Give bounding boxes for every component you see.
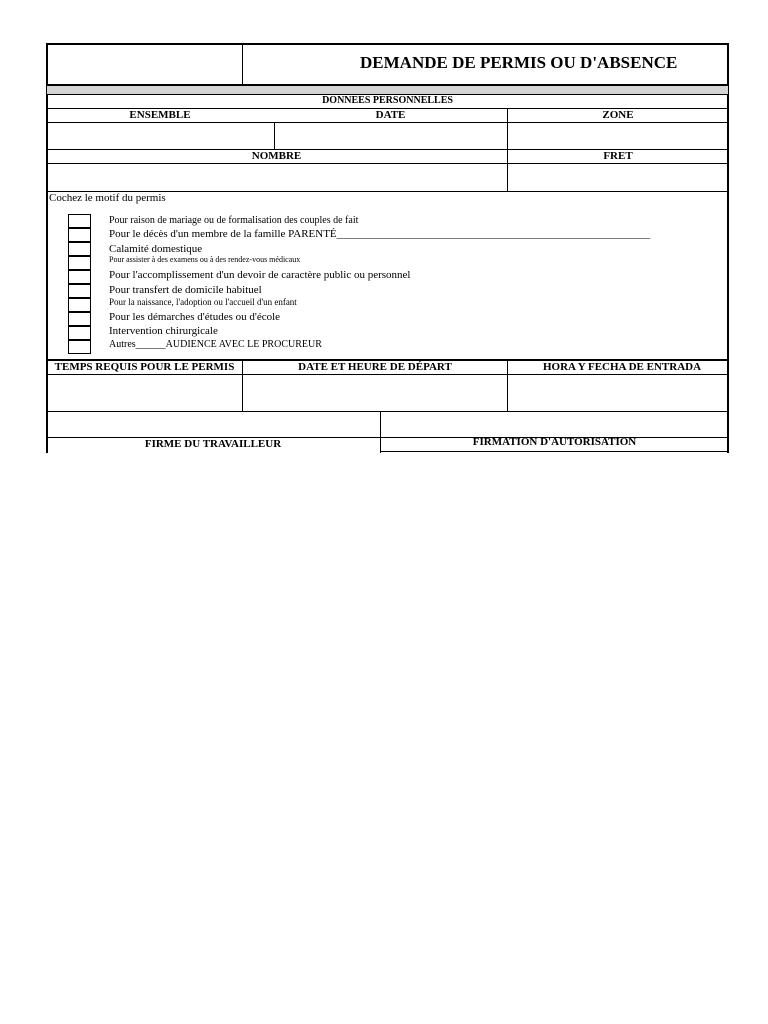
permit-request-form bbox=[46, 43, 729, 453]
reason-checkbox-public-duty[interactable] bbox=[68, 270, 91, 284]
time-required-field[interactable] bbox=[48, 375, 242, 411]
time-required-label: TEMPS REQUIS POUR LE PERMIS bbox=[54, 361, 235, 373]
authorization-signature-field[interactable] bbox=[381, 412, 727, 437]
reason-label-relocation: Pour transfert de domicile habituel bbox=[109, 284, 262, 296]
departure-label: DATE ET HEURE DE DÉPART bbox=[298, 361, 452, 373]
reason-checkbox-school[interactable] bbox=[68, 312, 91, 326]
worker-signature-label: FIRME DU TRAVAILLEUR bbox=[144, 438, 282, 450]
reason-checkbox-other[interactable] bbox=[68, 340, 91, 354]
ensemble-field[interactable] bbox=[48, 123, 274, 149]
entry-field[interactable] bbox=[508, 375, 727, 411]
authorization-signature-label: FIRMATION D'AUTORISATION bbox=[472, 436, 637, 448]
page-title: DEMANDE DE PERMIS OU D'ABSENCE bbox=[360, 53, 678, 72]
fret-label: FRET bbox=[603, 150, 633, 162]
reason-label-marriage: Pour raison de mariage ou de formalisation des couples de fait bbox=[109, 215, 359, 226]
reason-label-school: Pour les démarches d'études ou d'école bbox=[109, 311, 281, 323]
logo-cell[interactable] bbox=[46, 43, 242, 85]
departure-field[interactable] bbox=[243, 375, 507, 411]
zone-field[interactable] bbox=[508, 123, 727, 149]
reason-label-death: Pour le décès d'un membre de la famille PARENTÉ_________________________________________________________ bbox=[109, 228, 651, 240]
reason-label-calamity: Calamité domestique bbox=[109, 243, 203, 255]
worker-signature-field[interactable] bbox=[48, 412, 380, 437]
reason-checkbox-medical[interactable] bbox=[68, 256, 91, 270]
personal-data-header: DONNEES PERSONNELLES bbox=[322, 95, 453, 106]
entry-label: HORA Y FECHA DE ENTRADA bbox=[542, 361, 702, 373]
reason-checkbox-marriage[interactable] bbox=[68, 214, 91, 228]
date-label: DATE bbox=[375, 109, 406, 121]
reason-label-birth: Pour la naissance, l'adoption ou l'accueil d'un enfant bbox=[109, 297, 297, 307]
title-divider bbox=[242, 43, 243, 85]
authorization-bottom-border bbox=[380, 451, 729, 452]
reason-checkbox-birth[interactable] bbox=[68, 298, 91, 312]
reason-checkbox-calamity[interactable] bbox=[68, 242, 91, 256]
nombre-field[interactable] bbox=[48, 164, 507, 191]
reason-checkbox-relocation[interactable] bbox=[68, 284, 91, 298]
zone-label: ZONE bbox=[602, 109, 634, 121]
fret-field[interactable] bbox=[508, 164, 727, 191]
reason-label-surgery: Intervention chirurgicale bbox=[109, 325, 218, 337]
reason-prompt: Cochez le motif du permis bbox=[49, 192, 166, 204]
ensemble-label: ENSEMBLE bbox=[129, 109, 191, 121]
reason-label-other: Autres______AUDIENCE AVEC LE PROCUREUR bbox=[109, 339, 322, 350]
grey-band bbox=[47, 86, 728, 94]
nombre-label: NOMBRE bbox=[251, 150, 302, 162]
reason-checkbox-surgery[interactable] bbox=[68, 326, 91, 340]
date-field[interactable] bbox=[275, 123, 507, 149]
reason-label-medical: Pour assister à des examens ou à des rendez-vous médicaux bbox=[109, 255, 301, 264]
reason-checkbox-death[interactable] bbox=[68, 228, 91, 242]
reason-label-public-duty: Pour l'accomplissement d'un devoir de caractère public ou personnel bbox=[109, 269, 411, 281]
